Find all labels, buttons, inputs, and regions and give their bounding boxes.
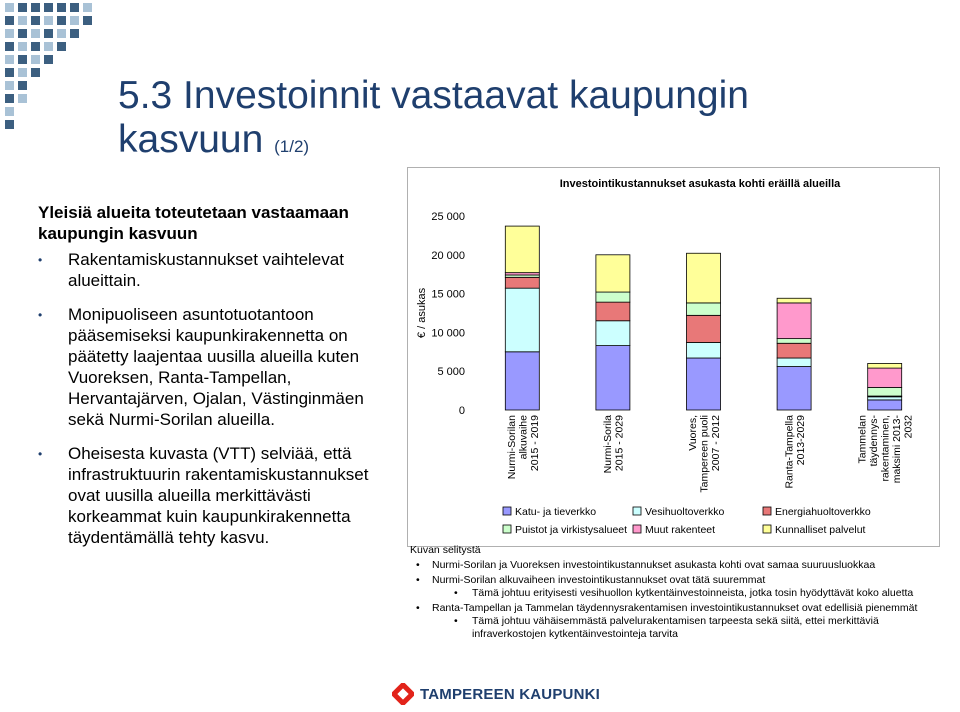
x-category-label: Tampereen puoli — [698, 415, 711, 493]
x-category-label: Vuores, — [687, 415, 699, 451]
brand-name: TAMPEREEN KAUPUNKI — [420, 685, 600, 703]
bar-segment — [596, 346, 630, 410]
legend-swatch — [633, 525, 641, 533]
x-category-label: 2015 - 2019 — [528, 415, 541, 472]
legend-label: Vesihuoltoverkko — [645, 506, 725, 518]
note-subitem: • Tämä johtuu vähäisemmästä palvelurakentamisen tarpeesta sekä siitä, ettei merkittäviä infraverkostojen kytkentäinvestointeja tarvita — [454, 615, 879, 640]
bar-segment — [505, 352, 539, 410]
bar-segment — [505, 277, 539, 288]
bar-segment — [687, 342, 721, 358]
x-category-label: maksimi 2013- — [891, 415, 904, 484]
slide-title: 5.3 Investoinnit vastaavat kaupungin kasvuun (1/2) — [118, 74, 749, 161]
bar-segment — [596, 302, 630, 321]
figure-notes — [410, 544, 955, 641]
bar-segment — [868, 363, 902, 368]
bar-segment — [687, 303, 721, 315]
notes-heading: Kuvan selitystä — [410, 544, 481, 556]
legend-swatch — [763, 507, 771, 515]
bar-segment — [777, 339, 811, 344]
bar-segment — [596, 321, 630, 346]
bar-segment — [505, 226, 539, 273]
stacked-bar-chart — [407, 167, 940, 547]
tampere-logo-tiles — [0, 0, 105, 140]
x-category-label: Ranta-Tampella — [783, 415, 796, 489]
x-category-label: alkuvaihe — [517, 415, 530, 460]
chart-title: Investointikustannukset asukasta kohti eräillä alueilla — [559, 178, 841, 190]
legend-label: Kunnalliset palvelut — [775, 524, 866, 536]
x-category-label: täydennys- — [868, 415, 881, 467]
note-item: • Nurmi-Sorilan ja Vuoreksen investointikustannukset asukasta kohti ovat samaa suuruusluokkaa — [416, 559, 876, 571]
bar-segment — [596, 255, 630, 292]
y-tick-label: 0 — [458, 405, 465, 417]
bar-segment — [777, 298, 811, 303]
x-category-label: Nurmi-Sorilan — [505, 415, 518, 480]
legend-swatch — [763, 525, 771, 533]
bar-segment — [596, 292, 630, 302]
bar-segment — [868, 397, 902, 400]
tampere-emblem-icon — [392, 683, 414, 705]
bar-segment — [687, 253, 721, 303]
y-axis-label: € / asukas — [416, 287, 428, 339]
bullet-item: • Monipuoliseen asuntotuotantoon pääsemiseksi kaupunkirakennetta on päätetty laajentaa uusilla alueilla kuten Vuoreksen, Ranta-Tampellan, Hervantajärven, Ojalan, Västinginmäen sekä Nurmi-Sorilan alueilla. — [38, 305, 364, 429]
bar-segment — [868, 400, 902, 410]
bullet-dot-icon: • — [38, 447, 43, 461]
bullet-dot-icon: • — [38, 253, 43, 267]
legend-label: Katu- ja tieverkko — [515, 506, 597, 518]
bullet-item: • Oheisesta kuvasta (VTT) selviää, että infrastruktuurin rakentamiskustannukset ovat uusilla alueilla merkittävästi korkeammat kuin kaupunkirakennetta täydentämällä tehty kasvu. — [38, 444, 369, 547]
x-category-label: 2015 - 2029 — [613, 415, 626, 472]
bar-segment — [777, 358, 811, 367]
legend-swatch — [633, 507, 641, 515]
x-category-label: rakentaminen, — [879, 415, 892, 482]
bar-segment — [505, 288, 539, 352]
y-tick-label: 5 000 — [437, 366, 465, 379]
legend-label: Muut rakenteet — [645, 524, 716, 536]
legend-swatch — [503, 507, 511, 515]
bar-segment — [777, 367, 811, 410]
legend-label: Energiahuoltoverkko — [775, 506, 871, 518]
bullet-item: • Rakentamiskustannukset vaihtelevat alueittain. — [38, 250, 344, 290]
slide-title-suffix: (1/2) — [274, 137, 310, 156]
intro-heading: Yleisiä alueita toteutetaan vastaamaan kaupungin kasvuun — [38, 203, 349, 243]
legend-swatch — [503, 525, 511, 533]
bar-segment — [868, 387, 902, 396]
y-tick-label: 25 000 — [431, 211, 465, 223]
bullet-list — [36, 249, 386, 561]
legend-label: Puistot ja virkistysalueet — [515, 524, 628, 536]
x-category-label: Tammelan — [856, 415, 869, 464]
bullet-dot-icon: • — [38, 308, 43, 322]
x-category-label: Nurmi-Sorila — [602, 415, 615, 474]
x-category-label: 2013-2029 — [794, 415, 807, 466]
x-category-label: 2032 — [902, 415, 915, 439]
y-tick-label: 15 000 — [431, 288, 465, 301]
note-subitem: • Tämä johtuu erityisesti vesihuollon kytkentäinvestoinneista, jotka tosin hyödyttävät koko aluetta — [454, 587, 914, 599]
note-item: • Nurmi-Sorilan alkuvaiheen investointikustannukset ovat tätä suuremmat — [416, 574, 766, 586]
footer-logo — [392, 683, 600, 705]
bar-segment — [687, 315, 721, 342]
bar-segment — [868, 368, 902, 387]
y-tick-label: 10 000 — [431, 327, 465, 340]
x-category-label: 2007 - 2012 — [710, 415, 722, 472]
bar-segment — [777, 343, 811, 358]
note-item: • Ranta-Tampellan ja Tammelan täydennysrakentamisen investointikustannukset ovat edellisiä pienemmät — [416, 602, 918, 614]
bar-segment — [687, 358, 721, 410]
bar-segment — [777, 303, 811, 339]
y-tick-label: 20 000 — [431, 249, 465, 262]
